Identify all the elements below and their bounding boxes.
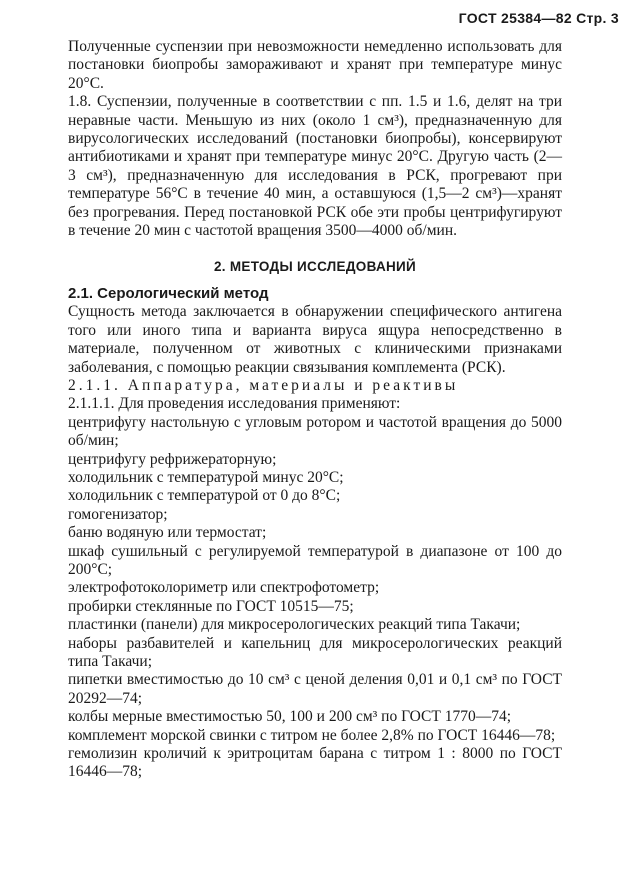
list-item: колбы мерные вместимостью 50, 100 и 200 см³ по ГОСТ 1770—74; — [68, 708, 512, 726]
apparatus-list — [68, 414, 562, 782]
list-item: пробирки стеклянные по ГОСТ 10515—75; — [68, 597, 354, 615]
list-item: пластинки (панели) для микросерологических реакций типа Такачи; — [68, 616, 521, 634]
list-item: баню водяную или термостат; — [68, 524, 267, 542]
list-item: центрифугу настольную с угловым ротором и частотой вращения до 5000 об/мин; — [68, 413, 562, 450]
section-title: 2. МЕТОДЫ ИССЛЕДОВАНИЙ — [213, 259, 417, 275]
list-item: гемолизин кроличий к эритроцитам барана с титром 1 : 8000 по ГОСТ 16446—78; — [68, 745, 562, 781]
running-header: ГОСТ 25384—82 Стр. 3 — [458, 10, 619, 26]
apparatus-intro: 2.1.1.1. Для проведения исследования применяют: — [68, 395, 401, 413]
list-item: электрофотоколориметр или спектрофотометр; — [68, 579, 380, 597]
list-item: комплемент морской свинки с титром не более 2,8% по ГОСТ 16446—78; — [68, 726, 556, 744]
paragraph-1-8: 1.8. Суспензии, полученные в соответствии с пп. 1.5 и 1.6, делят на три неравные части. Меньшую из них (около 1 см³), предназначенную для вирусологических исследований (постановки биопробы), консервируют антибиотиками и хранят при температуре минус 20°С. Другую часть (2—3 см³), предназначенную для исследования в РСК, прогревают при температуре 56°С в течение 40 мин, а оставшуюся (1,5—2 см³)—хранят без прогревания. Перед постановкой РСК обе эти пробы центрифугируют в течение 20 мин с частотой вращения 3500—4000 об/мин. — [68, 93, 562, 240]
list-item: шкаф сушильный с регулируемой температурой в диапазоне от 100 до 200°С; — [68, 542, 562, 578]
page-body — [68, 38, 562, 782]
list-item: центрифугу рефрижераторную; — [68, 450, 277, 468]
list-item: холодильник с температурой от 0 до 8°С; — [68, 487, 341, 505]
paragraph-frozen-suspensions: Полученные суспензии при невозможности немедленно использовать для постановки биопробы замораживают и хранят при температуре минус 20°С. — [68, 38, 562, 92]
list-item: гомогенизатор; — [68, 505, 168, 523]
subsection-text: Сущность метода заключается в обнаружении специфического антигена того или иного типа и варианта вируса ящура непосредственно в материале, полученном от животных с клиническими признаками заболевания, с помощью реакции связывания комплемента (РСК). — [68, 303, 562, 376]
subsection-title: 2.1. Серологический метод — [68, 284, 269, 302]
apparatus-title: 2.1.1. Аппаратура, материалы и реактивы — [68, 376, 459, 394]
list-item: пипетки вместимостью до 10 см³ с ценой деления 0,01 и 0,1 см³ по ГОСТ 20292—74; — [68, 671, 562, 707]
list-item: холодильник с температурой минус 20°С; — [68, 468, 344, 486]
list-item: наборы разбавителей и капельниц для микросерологических реакций типа Такачи; — [68, 634, 562, 670]
